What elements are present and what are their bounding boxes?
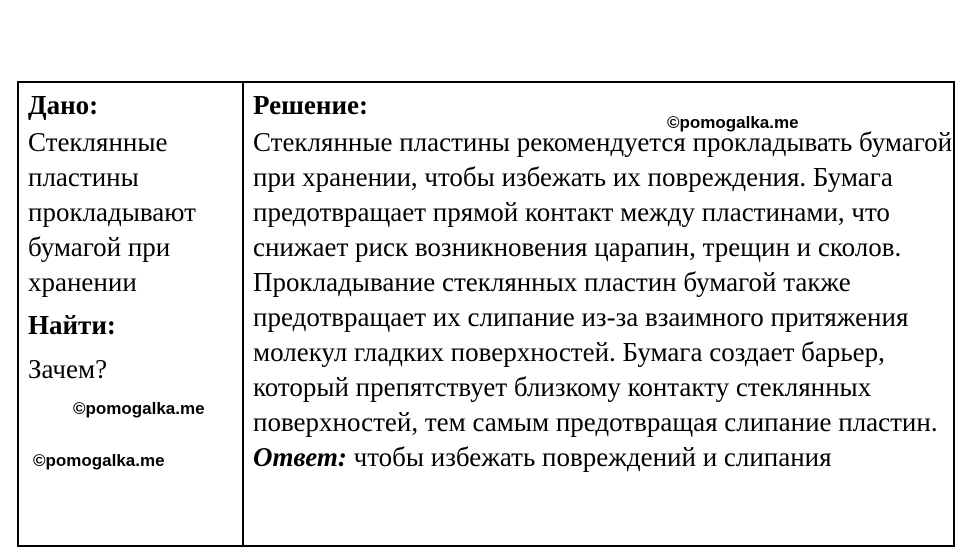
watermark-left-upper: ©pomogalka.me bbox=[73, 399, 205, 418]
solution-column bbox=[244, 83, 953, 545]
find-heading: Найти: bbox=[28, 310, 116, 340]
solution-heading: Решение: bbox=[253, 90, 368, 120]
given-heading: Дано: bbox=[28, 90, 99, 120]
answer-text: чтобы избежать повреждений и слипания bbox=[346, 442, 832, 472]
watermark-top-right: ©pomogalka.me bbox=[667, 113, 799, 132]
solution-paragraph-2: Прокладывание стеклянных пластин бумагой также предотвращает их слипание из-за взаимного притяжения молекул гладких поверхностей. Бумага создает барьер, который препятствует близкому контакту стеклянных поверхностей, тем самым предотвращая слипание пластин. bbox=[253, 267, 938, 437]
answer-line bbox=[253, 440, 953, 475]
find-question: Зачем? bbox=[28, 354, 108, 384]
task-table bbox=[17, 81, 955, 547]
given-column bbox=[19, 83, 244, 545]
answer-label: Ответ: bbox=[253, 442, 347, 472]
watermark-left-lower: ©pomogalka.me bbox=[33, 451, 165, 470]
solution-paragraph-1: Стеклянные пластины рекомендуется прокладывать бумагой при хранении, чтобы избежать их повреждения. Бумага предотвращает прямой контакт между пластинами, что снижает риск возникновения царапин, трещин и сколов. bbox=[253, 127, 953, 262]
given-text: Стеклянные пластины прокладывают бумагой при хранении bbox=[28, 127, 196, 297]
